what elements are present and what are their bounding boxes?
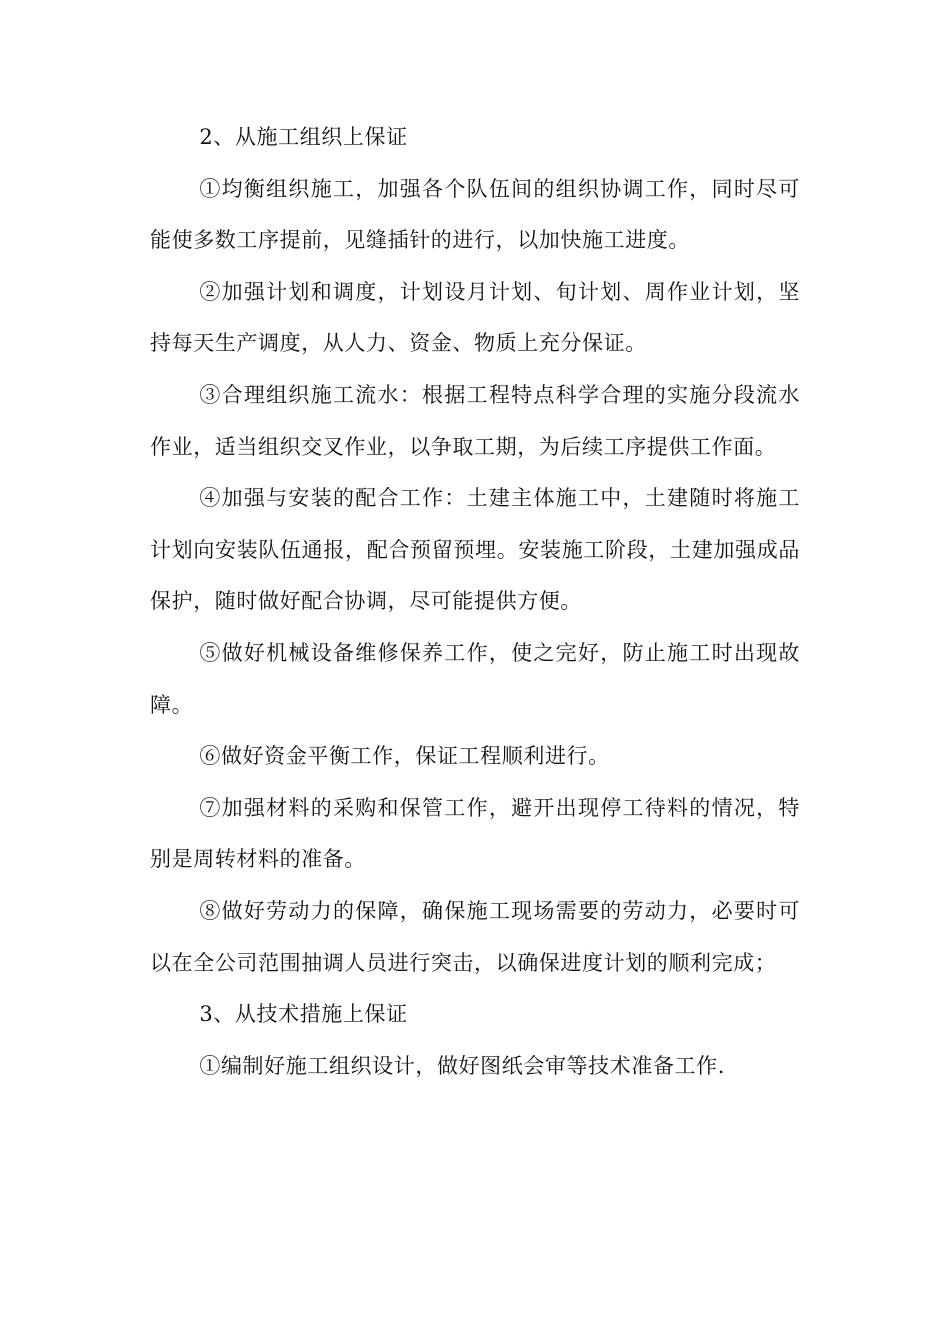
section-heading: 3、从技术措施上保证 <box>199 1002 408 1027</box>
paragraph: ⑧做好劳动力的保障，确保施工现场需要的劳动力，必要时可以在全公司范围抽调人员进行突击，以确保进度计划的顺利完成； <box>150 898 800 975</box>
paragraph: ①均衡组织施工，加强各个队伍间的组织协调工作，同时尽可能使多数工序提前，见缝插针的进行，以加快施工进度。 <box>150 176 800 253</box>
paragraph: ⑤做好机械设备维修保养工作，使之完好，防止施工时出现故障。 <box>150 640 800 717</box>
paragraph: ③合理组织施工流水：根据工程特点科学合理的实施分段流水作业，适当组织交叉作业，以争取工期，为后续工序提供工作面。 <box>150 382 800 459</box>
paragraph: ⑦加强材料的采购和保管工作，避开出现停工待料的情况，特别是周转材料的准备。 <box>150 795 800 872</box>
section-heading: 2、从施工组织上保证 <box>199 125 408 149</box>
paragraph: ④加强与安装的配合工作：土建主体施工中，土建随时将施工计划向安装队伍通报，配合预留预埋。安装施工阶段，土建加强成品保护，随时做好配合协调，尽可能提供方便。 <box>150 486 800 614</box>
paragraph: ⑥做好资金平衡工作，保证工程顺利进行。 <box>199 744 610 769</box>
paragraph: ①编制好施工组织设计，做好图纸会审等技术准备工作. <box>199 1053 726 1078</box>
document-body <box>150 112 800 1092</box>
paragraph: ②加强计划和调度，计划设月计划、旬计划、周作业计划，坚持每天生产调度，从人力、资金、物质上充分保证。 <box>150 279 800 356</box>
